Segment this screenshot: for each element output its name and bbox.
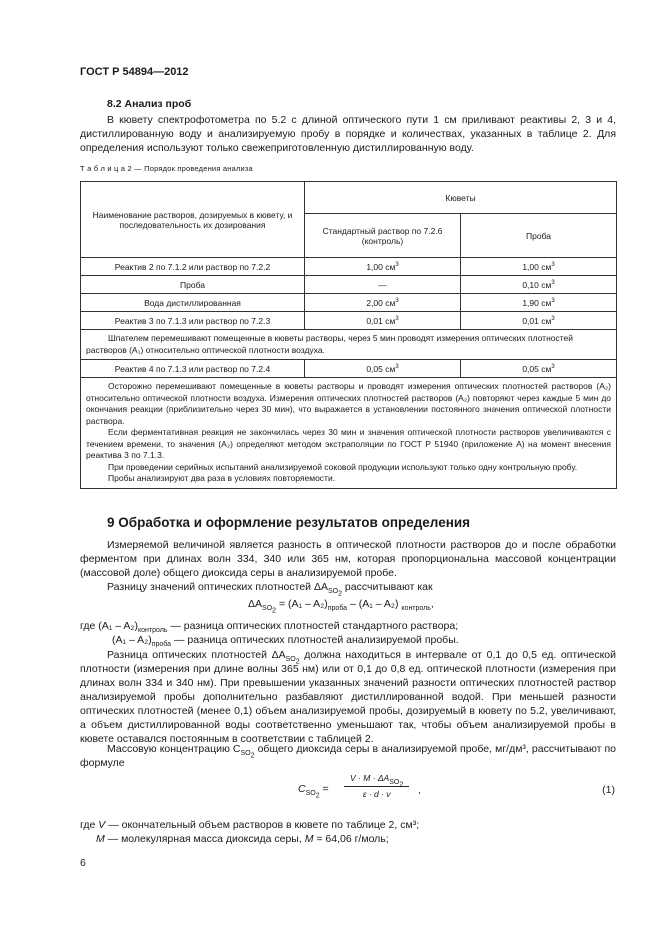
row-name: Реактив 4 по 7.1.3 или раствор по 7.2.4 [81,360,305,378]
section-9-paragraph-2: Разницу значений оптических плотностей $\Delta A_{SO_2}$ рассчитывают как [107,581,433,598]
col-name-header: Наименование растворов, дозируемых в кювету, и последовательность их дозирования [81,182,305,258]
table-note-stirring: Шпателем перемешивают помещенные в кюветы растворы, через 5 мин проводят измерения оптических плотностей растворов (A₁) относительно оптической плотности воздуха. [81,330,617,360]
table-row [81,276,617,294]
table-row [81,294,617,312]
definition-molar-mass: M — молекулярная масса диоксида серы, M = 64,06 г/моль; [96,833,389,845]
page-number: 6 [80,857,86,869]
row-standard: 0,05 $см^3$ [305,360,461,378]
equation-denominator: ε · d · v [362,789,391,800]
row-standard: — [305,276,461,294]
difference-formula: $\Delta A_{SO_2} = (A_1 - A_2)_{проба} - (A_1 - A_2)$ $_{контроль}$, [248,598,434,615]
row-standard: 1,00 $см^3$ [305,258,461,276]
section-heading-8-2: 8.2 Анализ проб [107,98,192,110]
row-name: Реактив 2 по 7.1.2 или раствор по 7.2.2 [81,258,305,276]
row-sample: 0,05 $см^3$ [461,360,617,378]
analysis-order-table [80,181,617,489]
section-9-paragraph-3: Разница оптических плотностей $\Delta A_{SO_2}$ должна находиться в интервале от 0,1 до 0,5 ед. оптической плотности (измерения при длине волны 365 нм) или от 0,1 до 0,8 ед. оптической плотности (измерения при длинах волн 334 и 340 нм). При превышении указанных значений разности оптических плотностей раствор анализируемой пробы дополнительно разбавляют дистиллированной водой. При меньшей разности оптических плотностей (менее 0,1) объем анализируемой пробы, дозируемый в кювету по 5.2, увеличивают, а объем дистиллированной воды соответственно уменьшают так, чтобы объем анализируемой пробы в кювете оставался постоянным в соответствии с таблицей 2. [80,649,617,746]
section-8-2-paragraph: В кювету спектрофотометра по 5.2 с длиной оптического пути 1 см приливают реактивы 2, 3 и 4, дистиллированную воду и анализируемую пробу в порядке и количествах, указанных в таблице 2. Для определения используют только свежеприготовленную дистиллированную воду. [80,114,616,154]
table-row [81,258,617,276]
row-sample: 0,10 $см^3$ [461,276,617,294]
col-standard-header: Стандартный раствор по 7.2.6 (контроль) [305,214,461,258]
row-name: Вода дистиллированная [81,294,305,312]
row-name: Проба [81,276,305,294]
table-caption: Т а б л и ц а 2 — Порядок проведения анализа [80,164,253,173]
where-control: где $(A_1 - A_2)_{контроль}$ — разница оптических плотностей стандартного раствора; [80,620,459,635]
table-note-measurement: Осторожно перемешивают помещенные в кюветы растворы и проводят измерения оптических плотностей растворов (A₂) относительно оптической плотности воздуха. Измерения оптических плотностей растворов (A₂) повторяют через каждые 5 мин до окончания реакции (приблизительно через 30 мин), что выражается в установлении постоянного значения оптической плотности раствора. Если ферментативная реакция не закончилась через 30 мин и значения оптической плотности растворов увеличиваются с течением времени, то значения (A₂) определяют методом экстраполяции по ГОСТ Р 51940 (приложение А) на момент внесения реактива 3 по 7.1.3. При проведении серийных испытаний анализируемой соковой продукции используют только одну контрольную пробу. Пробы анализируют два раза в условиях повторяемости. [81,378,617,489]
equation-numerator: $V \cdot M \cdot \Delta A_{SO_2}$ [344,773,409,787]
row-standard: 2,00 $см^3$ [305,294,461,312]
section-9-paragraph-1: Измеряемой величиной является разность в оптической плотности растворов до и после обработки ферментом при длинах волн 334, 340 или 365 нм, которая пропорциональна массовой концентрации (массовой доле) общего диоксида серы в анализируемой пробе. [80,539,616,579]
row-standard: 0,01 $см^3$ [305,312,461,330]
row-sample: 1,00 $см^3$ [461,258,617,276]
row-name: Реактив 3 по 7.1.3 или раствор по 7.2.3 [81,312,305,330]
equation-fraction [344,773,409,799]
where-sample: $(A_1 - A_2)_{проба}$ — разница оптических плотностей анализируемой пробы. [112,634,459,649]
equation-lhs: $C_{SO_2}$ = [298,783,329,800]
row-sample: 1,90 $см^3$ [461,294,617,312]
table-row [81,312,617,330]
section-9-paragraph-4: Массовую концентрацию $C_{SO_2}$ общего диоксида серы в анализируемой пробе, мг/дм³, рассчитывают по формуле [80,743,616,770]
row-sample: 0,01 $см^3$ [461,312,617,330]
definition-volume: где V — окончательный объем растворов в кювете по таблице 2, см³; [80,819,420,831]
equation-comma: , [418,784,421,796]
col-group-header: Кюветы [305,182,617,214]
col-sample-header: Проба [461,214,617,258]
table-row [81,360,617,378]
section-heading-9: 9 Обработка и оформление результатов определения [107,515,471,530]
equation-number: (1) [602,784,615,796]
document-header: ГОСТ Р 54894—2012 [80,66,189,78]
